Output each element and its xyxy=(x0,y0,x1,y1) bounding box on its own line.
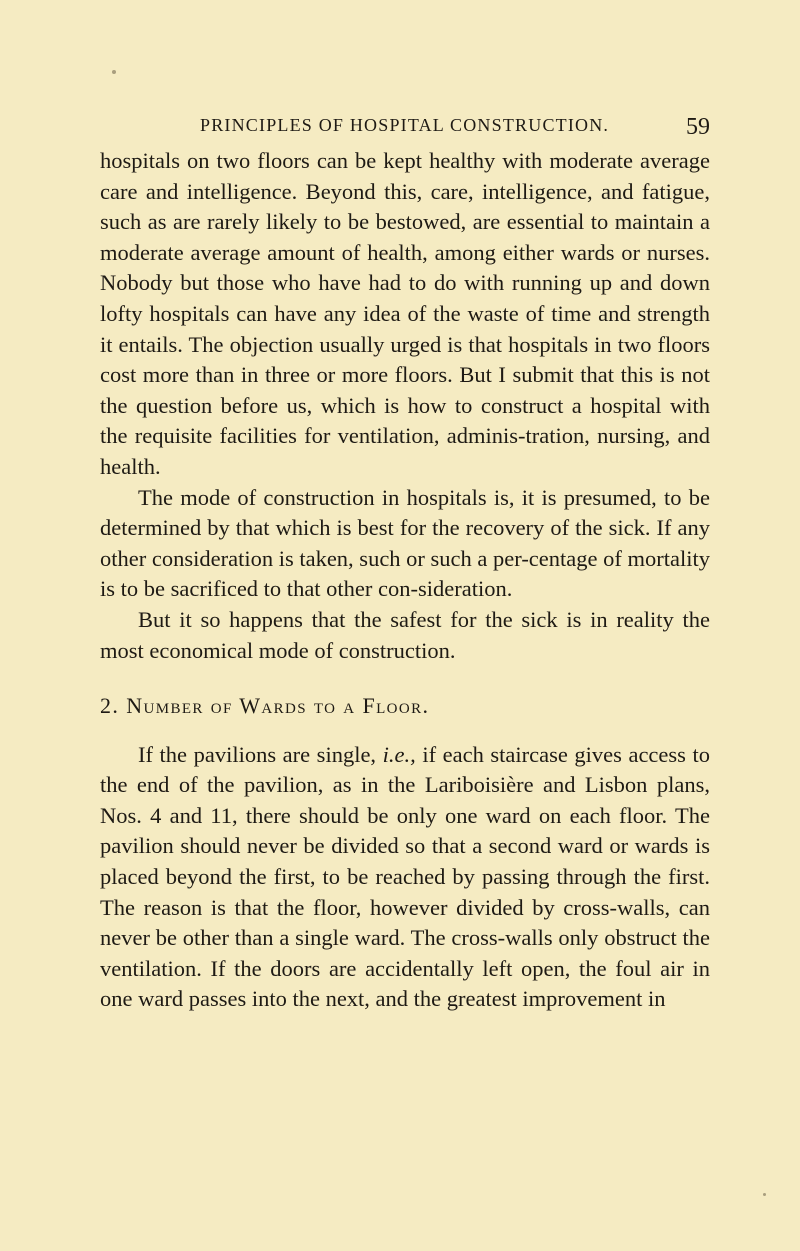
paragraph: The mode of construction in hospitals is, it is presumed, to be determined by that which is best for the recovery of the sick. If any other consideration is taken, such or such a per-centage of mortality is to be sacrificed to that other con-sideration. xyxy=(100,484,710,602)
paragraph xyxy=(100,740,710,1015)
paragraph-text: If the pavilions are single, xyxy=(138,741,383,767)
paper-speck xyxy=(112,70,116,74)
running-head xyxy=(100,111,710,139)
paragraph: hospitals on two floors can be kept healthy with moderate average care and intelligence. Beyond this, care, intelligence, and fatigue, such as are rarely likely to be bestowed, are essential to maintain a moderate average amount of health, among either wards or nurses. Nobody but those who have had to do with running up and down lofty hospitals can have any idea of the waste of time and strength it entails. The objection usually urged is that hospitals in two floors cost more than in three or more floors. But I submit that this is not the question before us, which is how to construct a hospital with the requisite facilities for ventilation, adminis-tration, nursing, and health. xyxy=(100,148,710,479)
paragraph: But it so happens that the safest for the sick is in reality the most economical mode of construction. xyxy=(100,606,710,663)
paragraph-text: if each staircase gives access to the end of the pavilion, as in the Lariboisière and Lisbon plans, Nos. 4 and 11, there should be only one ward on each floor. The pavilion should never be divided so that a second ward or wards is placed beyond the first, to be reached by passing through the first. The reason is that the floor, however divided by cross-walls, can never be other than a single ward. The cross-walls only obstruct the ventilation. If the doors are accidentally left open, the foul air in one ward passes into the next, and the greatest improvement in xyxy=(100,741,710,1012)
paper-speck xyxy=(763,1193,766,1196)
body-text xyxy=(100,146,710,1015)
section-heading: 2. Number of Wards to a Floor. xyxy=(100,693,430,719)
page-number: 59 xyxy=(686,114,710,140)
italic-abbreviation: i.e., xyxy=(382,741,416,767)
running-title: PRINCIPLES OF HOSPITAL CONSTRUCTION. xyxy=(200,115,610,135)
